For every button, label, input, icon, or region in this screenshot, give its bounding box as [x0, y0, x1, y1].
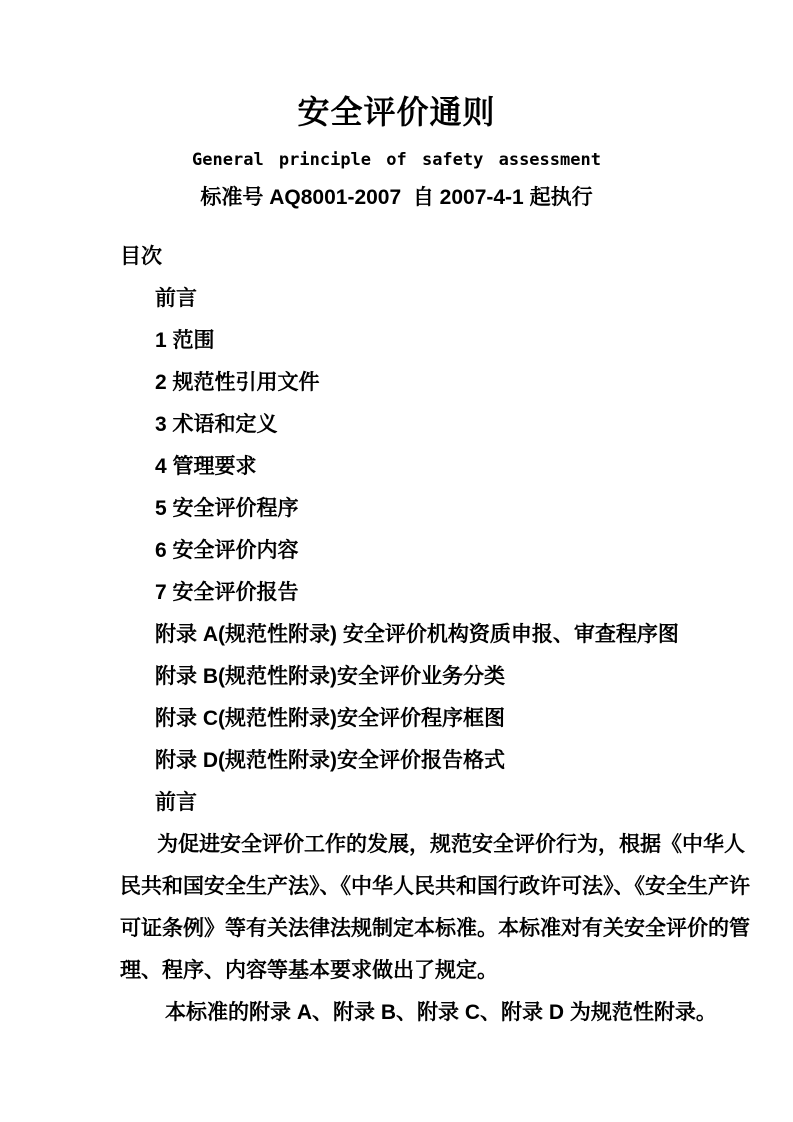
toc-item-normative-references: 2 规范性引用文件 — [155, 371, 320, 394]
toc-item-appendix-d: 附录 D(规范性附录)安全评价报告格式 — [155, 749, 505, 772]
document-header — [0, 0, 793, 210]
foreword-paragraph-line: 理、程序、内容等基本要求做出了规定。 — [120, 959, 498, 982]
toc-item-terms-definitions: 3 术语和定义 — [155, 413, 278, 436]
foreword-heading: 前言 — [155, 791, 197, 814]
toc-heading: 目次 — [120, 245, 162, 268]
document-title: 安全评价通则 — [297, 94, 496, 130]
toc-item-appendix-a: 附录 A(规范性附录) 安全评价机构资质申报、审查程序图 — [155, 623, 679, 646]
toc-item-assessment-content: 6 安全评价内容 — [155, 539, 299, 562]
document-body — [120, 236, 750, 1034]
foreword-paragraph-line: 可证条例》等有关法律法规制定本标准。本标准对有关安全评价的管 — [120, 917, 750, 940]
foreword-paragraph-line: 为促进安全评价工作的发展，规范安全评价行为，根据《中华人 — [157, 833, 745, 856]
toc-item-appendix-b: 附录 B(规范性附录)安全评价业务分类 — [155, 665, 505, 688]
foreword-paragraph-line: 民共和国安全生产法》、《中华人民共和国行政许可法》、《安全生产许 — [120, 875, 750, 898]
foreword-paragraph-2: 本标准的附录 A、附录 B、附录 C、附录 D 为规范性附录。 — [165, 1001, 717, 1024]
standard-number-line: 标准号 AQ8001-2007 自 2007-4-1 起执行 — [200, 186, 593, 209]
toc-item-foreword: 前言 — [155, 287, 197, 310]
document-subtitle-english: General principle of safety assessment — [192, 150, 601, 170]
foreword-paragraph-1 — [120, 824, 750, 992]
toc-item-appendix-c: 附录 C(规范性附录)安全评价程序框图 — [155, 707, 505, 730]
toc-item-assessment-procedure: 5 安全评价程序 — [155, 497, 299, 520]
toc-item-assessment-report: 7 安全评价报告 — [155, 581, 299, 604]
toc-item-management-requirements: 4 管理要求 — [155, 455, 257, 478]
toc-item-scope: 1 范围 — [155, 329, 215, 352]
